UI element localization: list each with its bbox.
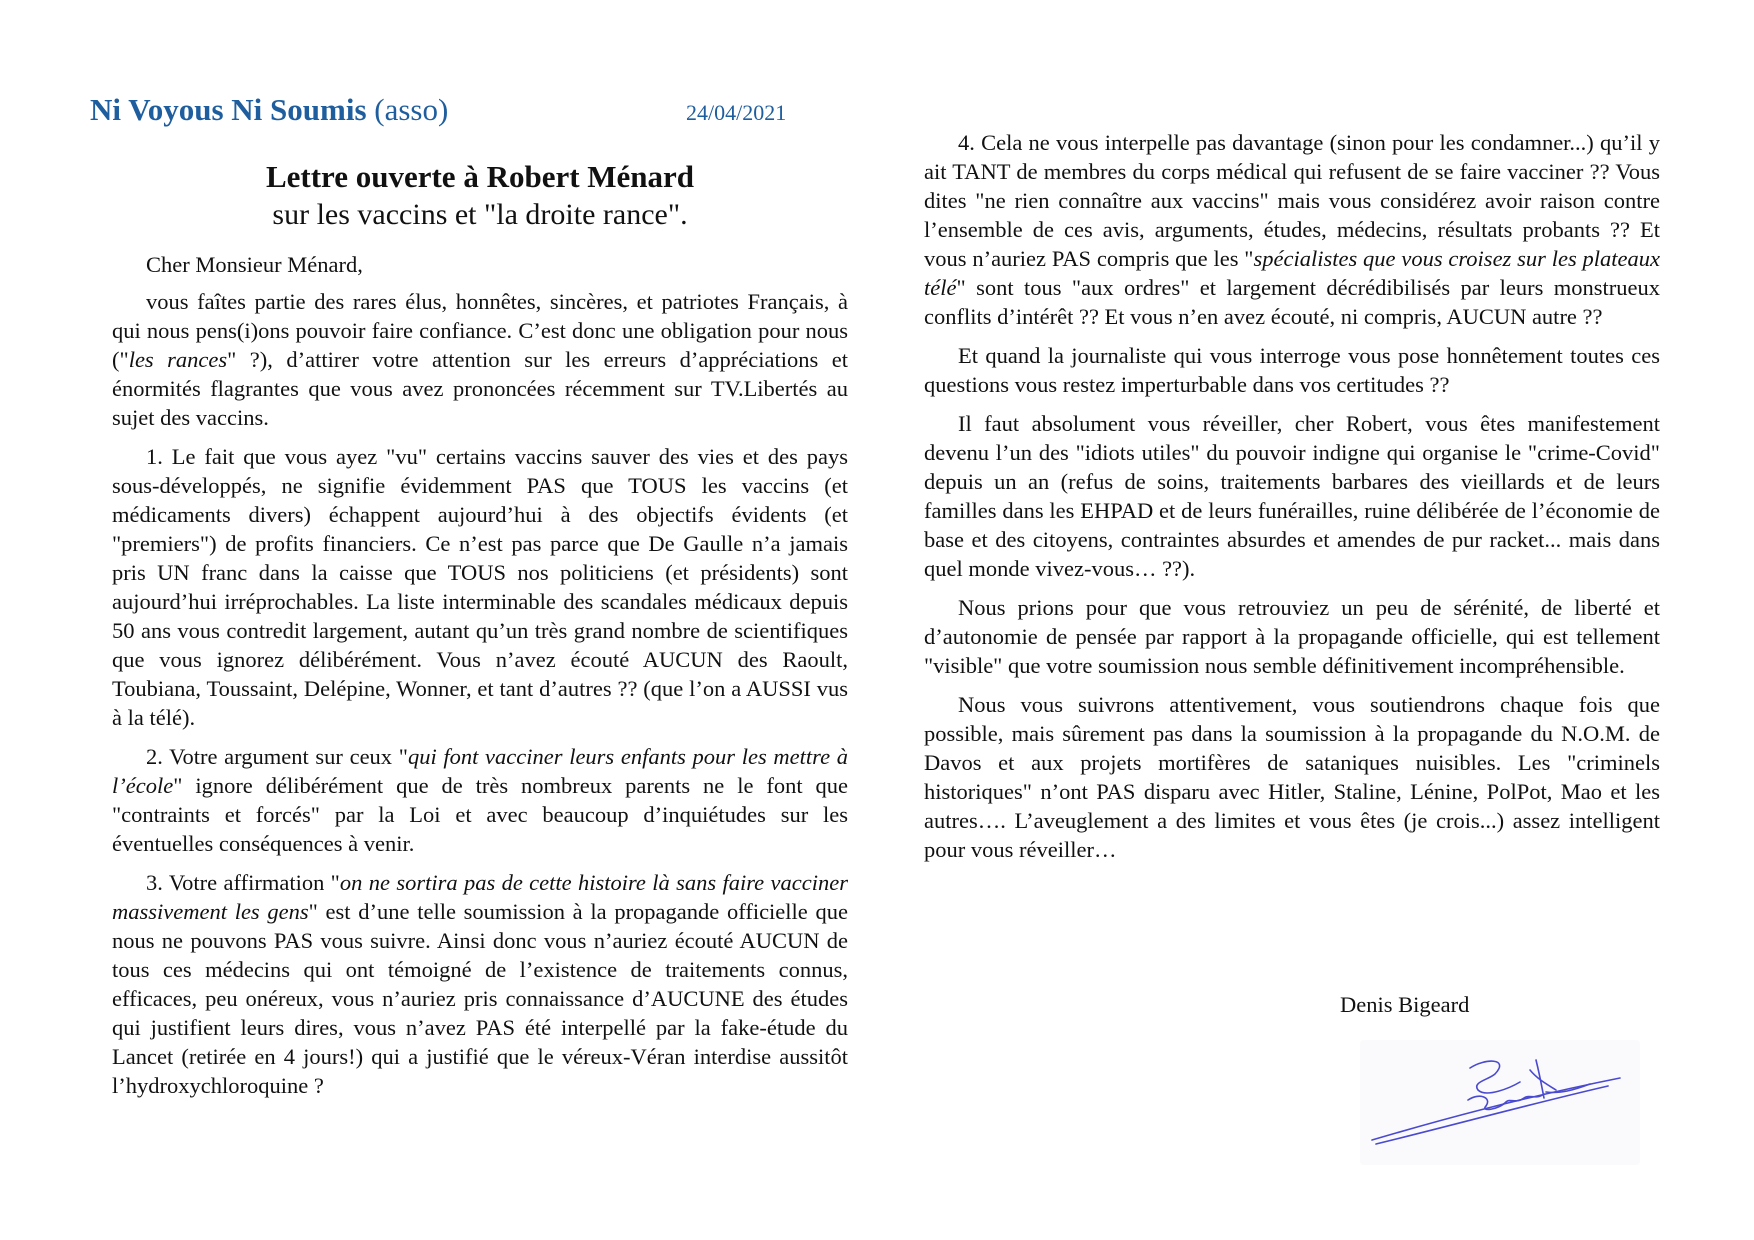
paragraph-point-1: 1. Le fait que vous ayez "vu" certains vaccins sauver des vies et des pays sous-développés, ne signifie évidemment PAS que TOUS les vaccins (et médicaments divers) échappent aujourd’hui à des objectifs évidents (et "premiers") de profits financiers. Ce n’est pas parce que De Gaulle n’a jamais pris UN franc dans la caisse que TOUS nos politiciens (et présidents) sont aujourd’hui irréprochables. La liste interminable des scandales médicaux depuis 50 ans vous contredit largement, autant qu’un très grand nombre de scientifiques que vous ignorez délibérément. Vous n’avez écouté AUCUN des Raoult, Toubiana, Toussaint, Delépine, Wonner, et tant d’autres ?? (que l’on a AUSSI vus à la télé). [112,444,848,730]
letter-header [90,92,810,132]
salutation: Cher Monsieur Ménard, [146,252,363,277]
paragraph-prayer: Nous prions pour que vous retrouviez un peu de sérénité, de liberté et d’autonomie de pensée par rapport à la propagande officielle, qui est tellement "visible" que votre soumission nous semble définitivement incompréhensible. [924,595,1660,678]
right-column [924,128,1660,874]
signature-name: Denis Bigeard [1340,992,1470,1017]
paragraph-point-2: 2. Votre argument sur ceux "qui font vacciner leurs enfants pour les mettre à l’école" ignore délibérément que de très nombreux parents ne le font que "contraints et forcés" par la Loi et avec beaucoup d’inquiétudes sur les éventuelles conséquences à venir. [112,744,848,856]
organization-name: Ni Voyous Ni Soumis [90,92,367,127]
organization-suffix: (asso) [374,92,449,127]
paragraph-journalist: Et quand la journaliste qui vous interroge vous pose honnêtement toutes ces questions vous restez imperturbable dans vos certitudes ?? [924,343,1660,397]
letter-title: Lettre ouverte à Robert Ménard [265,159,695,194]
letter-date: 24/04/2021 [686,100,787,125]
left-column [112,250,848,1110]
paragraph-closing: Nous vous suivrons attentivement, vous soutiendrons chaque fois que possible, mais sûrement pas dans la soumission à la propagande du N.O.M. de Davos et aux projets mortifères de sataniques nuisibles. Les "criminels historiques" n’ont PAS disparu avec Hitler, Staline, Lénine, PolPot, Mao et les autres…. L’aveuglement a des limites et vous êtes (je crois...) assez intelligent pour vous réveiller… [924,692,1660,862]
handwritten-signature [1360,1040,1640,1165]
paragraph-point-4: 4. Cela ne vous interpelle pas davantage (sinon pour les condamner...) qu’il y ait TANT de membres du corps médical qui refusent de se faire vacciner ?? Vous dites "ne rien connaître aux vaccins" mais vous considérez avoir raison contre l’ensemble de ces avis, arguments, études, médecins, résultats probants ?? Et vous n’auriez PAS compris que les "spécialistes que vous croisez sur les plateaux télé" sont tous "aux ordres" et largement décrédibilisés par leurs monstrueux conflits d’intérêt ?? Et vous n’en avez écouté, ni compris, AUCUN autre ?? [924,130,1660,329]
letter-title-block [112,158,848,234]
paragraph-wake-up: Il faut absolument vous réveiller, cher Robert, vous êtes manifestement devenu l’un des "idiots utiles" du pouvoir indigne qui organise le "crime-Covid" depuis un an (refus de soins, traitements barbares des vieillards et de leurs familles dans les EHPAD et de leurs funérailles, ruine délibérée de l’économie de base et des citoyens, contraintes absurdes et amendes de pur racket... mais dans quel monde vivez-vous… ??). [924,411,1660,581]
paragraph-point-3: 3. Votre affirmation "on ne sortira pas de cette histoire là sans faire vacciner massivement les gens" est d’une telle soumission à la propagande officielle que nous ne pouvons PAS vous suivre. Ainsi donc vous n’auriez écouté AUCUN de tous ces médecins qui ont témoigné de l’existence de traitements connus, efficaces, peu onéreux, vous n’auriez pris connaissance d’AUCUNE des études qui justifient leurs dires, vous n’avez PAS été interpellé par la fake-étude du Lancet (retirée en 4 jours!) qui a justifié que le véreux-Véran interdise aussitôt l’hydroxychloroquine ? [112,870,848,1098]
signature-scribble-icon [1360,1040,1640,1165]
paragraph-intro: vous faîtes partie des rares élus, honnêtes, sincères, et patriotes Français, à qui nous pens(i)ons pouvoir faire confiance. C’est donc une obligation pour nous ("les rances" ?), d’attirer votre attention sur les erreurs d’appréciations et énormités flagrantes que vous avez prononcées récemment sur TV.Libertés au sujet des vaccins. [112,289,848,430]
organization-title [90,92,448,128]
letter-subtitle: sur les vaccins et "la droite rance". [272,198,688,231]
